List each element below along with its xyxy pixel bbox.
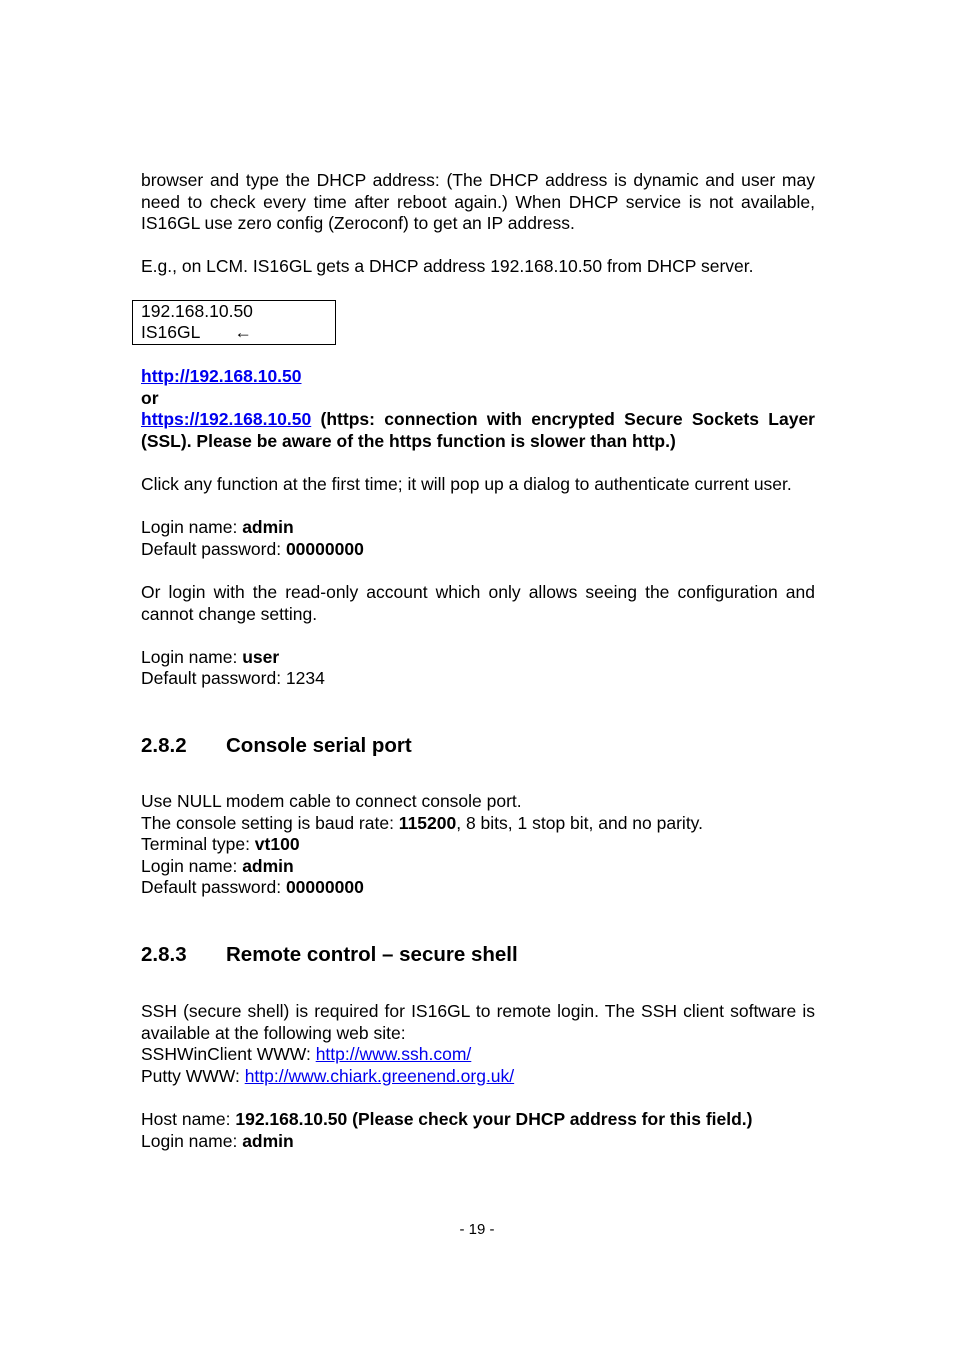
login-value: user: [242, 646, 280, 667]
baud-value: 115200: [398, 812, 457, 833]
password-label: Default password:: [141, 877, 286, 898]
intro-paragraph: browser and type the DHCP address: (The DHCP address is dynamic and user may need to check every time after reboot again.) When DHCP service is not available, IS16GL use zero config (Zeroconf) to get an IP address.: [141, 170, 815, 234]
auth-paragraph: Click any function at the first time; it will pop up a dialog to authenticate current user.: [141, 474, 792, 495]
lcm-display-box: [132, 300, 336, 345]
baud-suffix: , 8 bits, 1 stop bit, and no parity.: [456, 812, 703, 833]
console-login-line: [141, 856, 815, 878]
admin-login-line: [141, 517, 815, 539]
section-title: Remote control – secure shell: [226, 943, 518, 967]
ssh-login-line: [141, 1131, 815, 1153]
console-cable-line: Use NULL modem cable to connect console port.: [141, 791, 522, 812]
https-paragraph: [141, 409, 815, 452]
password-value: 00000000: [285, 538, 364, 559]
left-arrow-icon: ←: [234, 322, 252, 343]
document-body: [141, 170, 815, 1152]
lcm-device-name: IS16GL: [141, 322, 201, 343]
ssh-paragraph: SSH (secure shell) is required for IS16GL to remote login. The SSH client software is available at the following web site:: [141, 1001, 815, 1043]
section-number: 2.8.3: [141, 943, 187, 967]
login-label: Login name:: [141, 855, 243, 876]
sshwin-label: SSHWinClient WWW:: [141, 1044, 316, 1065]
password-label: Default password:: [141, 538, 286, 559]
login-value: admin: [242, 1130, 294, 1151]
readonly-paragraph: Or login with the read-only account which only allows seeing the configuration and cannot change setting.: [141, 582, 815, 624]
password-value: 00000000: [285, 877, 364, 898]
or-text: or: [141, 387, 159, 408]
http-link[interactable]: http://192.168.10.50: [141, 366, 302, 387]
host-label: Host name:: [141, 1109, 236, 1129]
terminal-type-line: [141, 834, 815, 856]
host-name-line: [141, 1109, 815, 1131]
sshwin-line: [141, 1044, 815, 1066]
baud-label: The console setting is baud rate:: [141, 812, 399, 833]
example-paragraph: E.g., on LCM. IS16GL gets a DHCP address 192.168.10.50 from DHCP server.: [141, 256, 754, 277]
login-label: Login name:: [141, 517, 243, 538]
user-password-line: Default password: 1234: [141, 668, 325, 689]
https-link[interactable]: https://192.168.10.50: [141, 409, 312, 430]
login-label: Login name:: [141, 1130, 243, 1151]
console-baud-line: [141, 813, 815, 835]
sshwin-link[interactable]: http://www.ssh.com/: [315, 1044, 472, 1065]
lcm-line-ip: 192.168.10.50: [141, 300, 253, 321]
putty-label: Putty WWW:: [141, 1065, 245, 1086]
console-password-line: [141, 877, 815, 899]
lcm-line-name: [141, 322, 335, 344]
login-value: admin: [242, 517, 294, 538]
login-label: Login name:: [141, 646, 243, 667]
section-heading-ssh: [141, 943, 815, 967]
putty-link[interactable]: http://www.chiark.greenend.org.uk/: [244, 1065, 515, 1086]
admin-password-line: [141, 539, 815, 561]
host-value: 192.168.10.50 (Please check your DHCP address for this field.): [235, 1109, 753, 1129]
https-note: (https: connection with encrypted Secure Sockets Layer (SSL). Please be aware of the https function is slower than http.): [141, 409, 815, 451]
section-number: 2.8.2: [141, 734, 187, 758]
user-login-line: [141, 647, 815, 669]
section-heading-console: [141, 734, 815, 758]
section-title: Console serial port: [226, 734, 412, 758]
terminal-value: vt100: [254, 834, 300, 855]
putty-line: [141, 1066, 815, 1088]
terminal-label: Terminal type:: [141, 834, 255, 855]
login-value: admin: [242, 855, 294, 876]
page-number: - 19 -: [459, 1221, 495, 1238]
